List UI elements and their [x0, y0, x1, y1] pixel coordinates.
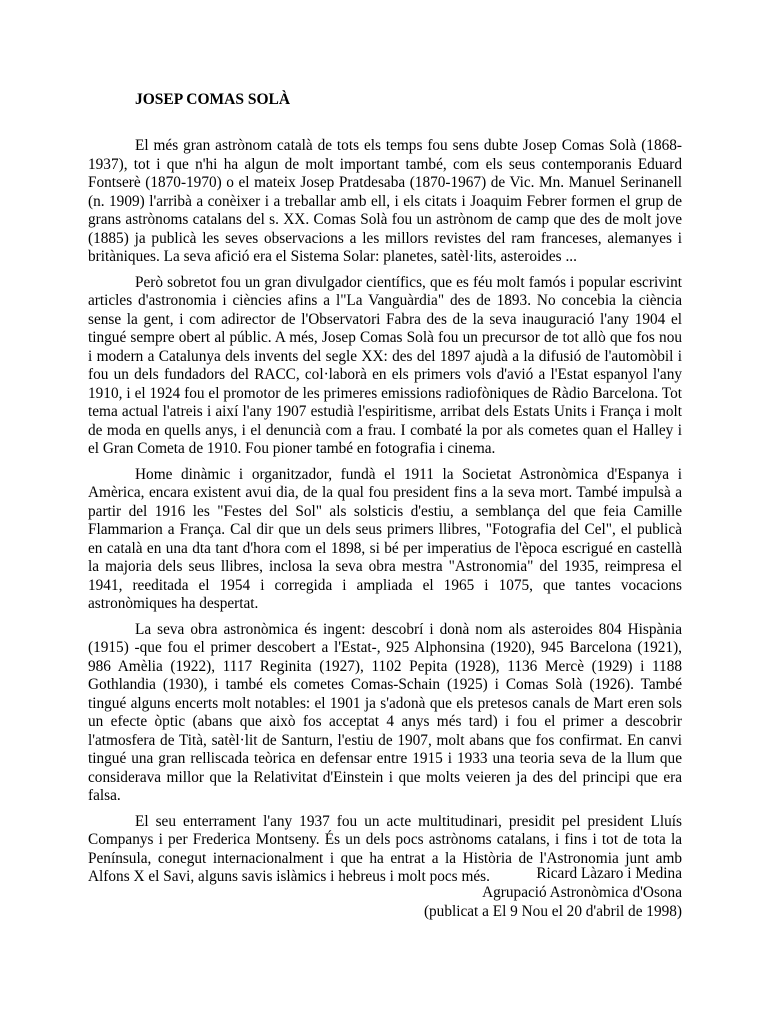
paragraph-5: El seu enterrament l'any 1937 fou un acte multitudinari, presidit pel president Lluís Companys i per Frederica Montseny. És un dels pocs astrònoms catalans, i fins i tot de tota la Península, conegut internacionalment i que ha entrat a la Història de l'Astronomia junt amb Alfons X el Savi, alguns savis islàmics i hebreus i molt pocs més. — [88, 812, 682, 885]
paragraph-3: Home dinàmic i organitzador, fundà el 1911 la Societat Astronòmica d'Espanya i Amèrica, encara existent avui dia, de la qual fou president fins a la seva mort. També impulsà a partir del 1916 les "Festes del Sol" als solsticis d'estiu, a semblança del que feia Camille Flammarion a França. Cal dir que un dels seus primers llibres, "Fotografia del Cel", el publicà en català en una dta tant d'hora com el 1898, si bé per imperatius de l'època escrigué en castellà la majoria dels seus llibres, inclosa la seva obra mestra "Astronomia" del 1935, reimpresa el 1941, reeditada el 1954 i corregida i ampliada el 1965 i 1075, que tantes vocacions astronòmiques ha despertat. — [88, 465, 682, 612]
signature-author: Ricard Làzaro i Medina — [536, 865, 682, 882]
signature-block — [424, 864, 682, 921]
paragraph-1: El més gran astrònom català de tots els temps fou sens dubte Josep Comas Solà (1868-1937), tot i que n'hi ha algun de molt important també, com els seus contemporanis Eduard Fontserè (1870-1970) o el mateix Josep Pratdesaba (1870-1967) de Vic. Mn. Manuel Serinanell (n. 1909) l'arribà a conèixer i a treballar amb ell, i els citats i Joaquim Febrer formen el grup de grans astrònoms catalans del s. XX. Comas Solà fou un astrònom de camp que des de molt jove (1885) ja publicà les seves observacions a les millors revistes del ram franceses, alemanyes i britàniques. La seva afició era el Sistema Solar: planetes, satèl·lits, asteroides ... — [88, 137, 682, 265]
paragraph-4: La seva obra astronòmica és ingent: descobrí i donà nom als asteroides 804 Hispània (1915) -que fou el primer descobert a l'Estat-, 925 Alphonsina (1920), 945 Barcelona (1921), 986 Amèlia (1922), 1117 Reginita (1927), 1102 Pepita (1928), 1136 Mercè (1929) i 1188 Gothlandia (1930), i també els cometes Comas-Schain (1925) i Comas Solà (1926). També tingué alguns encerts molt notables: el 1901 ja s'adonà que els pretesos canals de Mart eren sols un efecte òptic (abans que això fos acceptat 4 anys més tard) i fou el primer a descobrir l'atmosfera de Tità, satèl·lit de Santurn, l'estiu de 1907, molt abans que fos confirmat. En canvi tingué una gran relliscada teòrica en defensar entre 1915 i 1933 una teoria seva de la llum que considerava millor que la Relativitat d'Einstein i que molts veieren ja des del principi que era falsa. — [88, 620, 682, 804]
signature-publication: (publicat a El 9 Nou el 20 d'abril de 1998) — [423, 903, 682, 920]
signature-organization: Agrupació Astronòmica d'Osona — [482, 884, 682, 901]
document-title: JOSEP COMAS SOLÀ — [135, 91, 291, 108]
document-body — [88, 137, 682, 894]
paragraph-2: Però sobretot fou un gran divulgador científics, que es féu molt famós i popular escrivint articles d'astronomia i ciències afins a l"La Vanguàrdia" des de 1893. No concebia la ciència sense la gent, i com adirector de l'Observatori Fabra des de la seva inauguració l'any 1904 el tingué sempre obert al públic. A més, Josep Comas Solà fou un precursor de tot allò que fos nou i modern a Catalunya dels invents del segle XX: des del 1897 ajudà a la difusió de l'automòbil i fou un dels fundadors del RACC, col·laborà en els primers vols d'avió a l'Estat espanyol l'any 1910, i el 1924 fou el promotor de les primeres emissions radiofòniques de Ràdio Barcelona. Tot tema actual l'atreis i així l'any 1907 estudià l'espiritisme, arribat dels Estats Units i França i molt de moda en quells anys, i el denuncià com a frau. I combaté la por als cometes quan el Halley i el Gran Cometa de 1910. Fou pioner també en fotografia i cinema. — [88, 273, 682, 457]
